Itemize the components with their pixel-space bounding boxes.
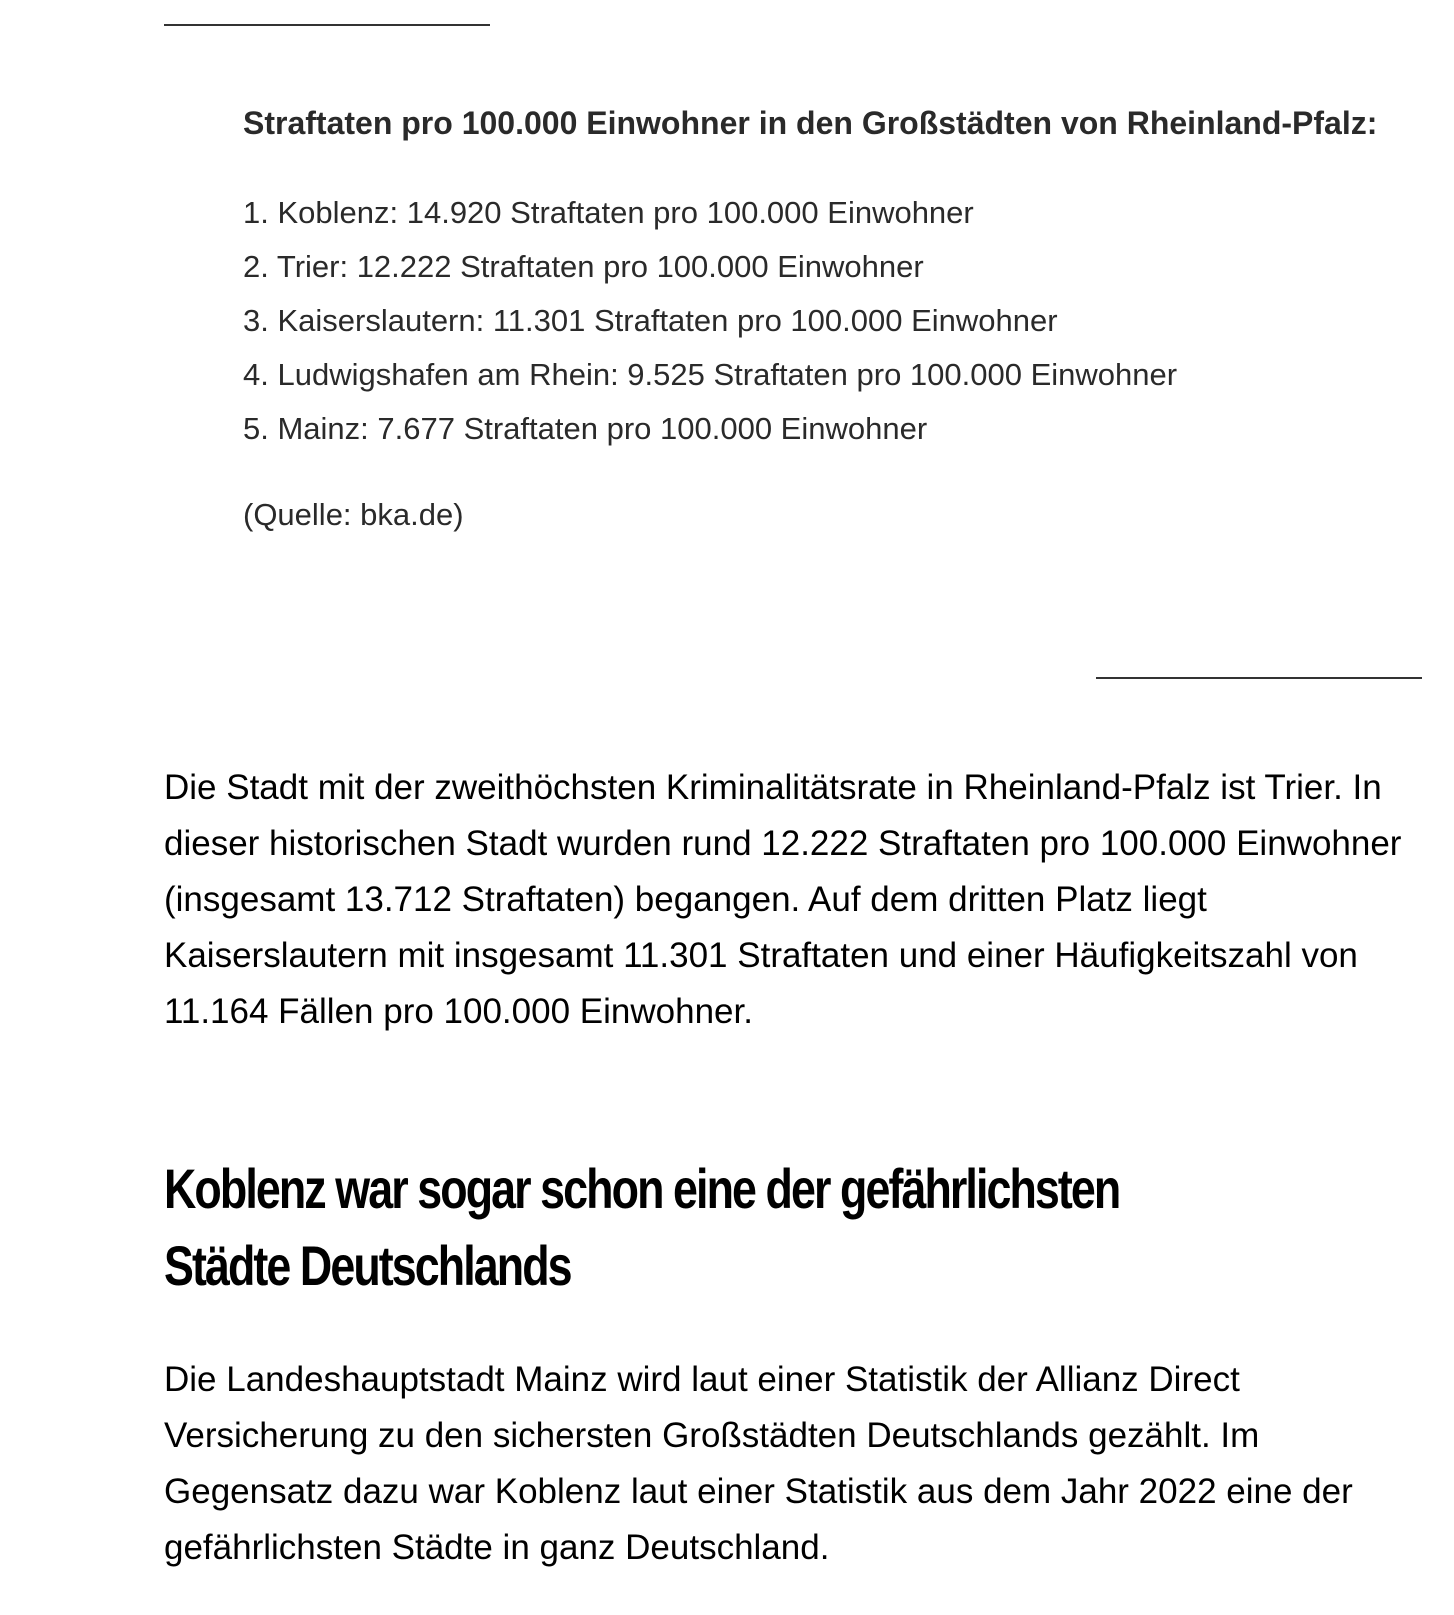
list-item: 5. Mainz: 7.677 Straftaten pro 100.000 Einwohner	[243, 411, 928, 446]
article-paragraph-1: Die Stadt mit der zweithöchsten Kriminalitätsrate in Rheinland-Pfalz ist Trier. In dieser historischen Stadt wurden rund 12.222 Straftaten pro 100.000 Einwohner (insgesamt 13.712 Straftaten) begangen. Auf dem dritten Platz liegt Kaiserslautern mit insgesamt 11.301 Straftaten und einer Häufigkeitszahl von 11.164 Fällen pro 100.000 Einwohner.	[164, 768, 1402, 1031]
list-item: 3. Kaiserslautern: 11.301 Straftaten pro 100.000 Einwohner	[243, 303, 1058, 338]
stats-box	[243, 96, 1403, 542]
section-heading: Koblenz war sogar schon eine der gefährlichsten Städte Deutschlands	[164, 1157, 1120, 1297]
list-item: 2. Trier: 12.222 Straftaten pro 100.000 Einwohner	[243, 249, 924, 284]
stats-list	[243, 186, 1403, 456]
stats-source: (Quelle: bka.de)	[243, 497, 464, 532]
top-divider	[164, 24, 490, 26]
stats-box-title: Straftaten pro 100.000 Einwohner in den Großstädten von Rheinland-Pfalz:	[243, 105, 1378, 141]
article-paragraph-2: Die Landeshauptstadt Mainz wird laut einer Statistik der Allianz Direct Versicherung zu den sichersten Großstädten Deutschlands gezählt. Im Gegensatz dazu war Koblenz laut einer Statistik aus dem Jahr 2022 eine der gefährlichsten Städte in ganz Deutschland.	[164, 1360, 1353, 1567]
list-item: 4. Ludwigshafen am Rhein: 9.525 Straftaten pro 100.000 Einwohner	[243, 357, 1178, 392]
bottom-divider	[1096, 677, 1422, 679]
list-item: 1. Koblenz: 14.920 Straftaten pro 100.000 Einwohner	[243, 195, 974, 230]
